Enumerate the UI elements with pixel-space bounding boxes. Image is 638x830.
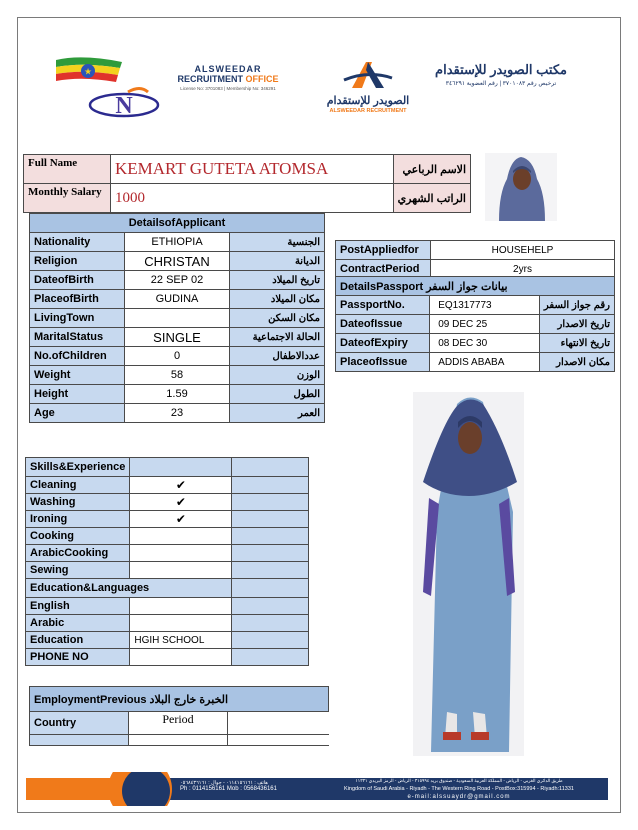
svg-text:★: ★ (83, 67, 93, 78)
applicant-field-ar: تاريخ الميلاد (230, 271, 325, 290)
edu-label: Arabic (26, 615, 130, 632)
passport-field-label: DateofIssue (336, 315, 430, 334)
applicant-field-value: 1.59 (125, 385, 230, 404)
passport-field-label: DateofExpiry (336, 334, 430, 353)
applicant-field-ar: الطول (230, 385, 325, 404)
contract-label: ContractPeriod (336, 260, 431, 279)
full-name-label: Full Name (24, 155, 111, 184)
passport-row (336, 315, 615, 334)
salary-value: 1000 (111, 184, 394, 213)
office-name-logo: ALSWEEDAR RECRUITMENT OFFICE License No: 3701083 | Membership No: 346291 (177, 64, 279, 91)
post-label: PostAppliedfor (336, 241, 431, 260)
applicant-field-ar: العمر (230, 404, 325, 423)
applicant-row (30, 252, 325, 271)
passport-field-value: EQ1317773 (430, 296, 540, 315)
applicant-small-photo (485, 153, 557, 221)
applicant-field-ar: عددالاطفال (230, 347, 325, 366)
skill-extra (232, 477, 309, 494)
applicant-field-value: 58 (125, 366, 230, 385)
skills-table (25, 457, 309, 666)
passport-row (336, 353, 615, 372)
edu-extra (232, 649, 309, 666)
edu-row (26, 615, 309, 632)
skill-row (26, 528, 309, 545)
skill-label: ArabicCooking (26, 545, 130, 562)
applicant-row (30, 328, 325, 347)
skill-check: ✔ (130, 477, 232, 494)
footer-phone: هاتف : ٠١١٤١٥٦١٦١ - جوال : ٠٥٦٨٤٣٦١٦١ Ph : 0114156161 Mob : 0568436161 (180, 780, 277, 792)
edu-row (26, 632, 309, 649)
passport-field-ar: مكان الاصدار (539, 353, 614, 372)
applicant-row (30, 347, 325, 366)
applicant-row (30, 309, 325, 328)
applicant-field-ar: مكان السكن (230, 309, 325, 328)
applicant-row (30, 366, 325, 385)
skill-check (130, 545, 232, 562)
skill-extra (232, 511, 309, 528)
edu-value: HGIH SCHOOL (130, 632, 232, 649)
salary-ar: الراتب الشهري (393, 184, 470, 213)
applicant-field-label: Religion (30, 252, 125, 271)
skill-check: ✔ (130, 494, 232, 511)
applicant-field-value: CHRISTAN (125, 252, 230, 271)
applicant-row (30, 233, 325, 252)
edu-label: English (26, 598, 130, 615)
applicant-row (30, 404, 325, 423)
skill-label: Sewing (26, 562, 130, 579)
passport-title: DetailsPassport بيانات جواز السفر (336, 277, 615, 296)
applicant-field-label: Height (30, 385, 125, 404)
edu-extra (232, 615, 309, 632)
applicant-field-ar: الحالة الاجتماعية (230, 328, 325, 347)
applicant-field-value: 0 (125, 347, 230, 366)
applicant-title: DetailsofApplicant (30, 214, 325, 233)
skill-label: Cooking (26, 528, 130, 545)
skill-label: Cleaning (26, 477, 130, 494)
edu-extra (232, 598, 309, 615)
passport-table (335, 276, 615, 372)
ethiopia-flag-logo (52, 56, 126, 88)
applicant-field-label: MaritalStatus (30, 328, 125, 347)
skill-row (26, 494, 309, 511)
skills-title: Skills&Experience (26, 458, 130, 477)
edu-value (130, 615, 232, 632)
applicant-field-ar: الوزن (230, 366, 325, 385)
applicant-field-label: DateofBirth (30, 271, 125, 290)
full-name-ar: الاسم الرباعي (393, 155, 470, 184)
applicant-field-value: 22 SEP 02 (125, 271, 230, 290)
applicant-field-value: GUDINA (125, 290, 230, 309)
applicant-field-ar: مكان الميلاد (230, 290, 325, 309)
edu-label: PHONE NO (26, 649, 130, 666)
applicant-field-label: Nationality (30, 233, 125, 252)
right-title-ar: مكتب الصويدر للإستقدام ترخيص رقم ٣٧٠١٠٨٣ | رقم العضوية ٣٤٦٢٩١ (435, 62, 567, 87)
contract-value: 2yrs (431, 260, 615, 279)
skill-row (26, 545, 309, 562)
passport-field-ar: تاريخ الانتهاء (539, 334, 614, 353)
edu-extra (232, 632, 309, 649)
svg-text:N: N (115, 93, 133, 119)
skill-label: Washing (26, 494, 130, 511)
applicant-row (30, 290, 325, 309)
skill-extra (232, 545, 309, 562)
passport-field-ar: تاريخ الاصدار (539, 315, 614, 334)
edu-label: Education (26, 632, 130, 649)
applicant-field-ar: الديانة (230, 252, 325, 271)
applicant-field-label: PlaceofBirth (30, 290, 125, 309)
applicant-field-label: No.ofChildren (30, 347, 125, 366)
passport-field-label: PlaceofIssue (336, 353, 430, 372)
applicant-field-label: Age (30, 404, 125, 423)
applicant-field-label: Weight (30, 366, 125, 385)
identity-table (23, 154, 471, 213)
skill-extra (232, 528, 309, 545)
footer-address: طريق الدائري الغربي - الرياض - المملكة العربية السعودية - صندوق بريد ٣١٥٩٩٤ - الرياض - الرمز البريدي ١١٣٣١ Kingdom of Saudi Arabia - Riyadh - The Western Ring Road - PostBox:315994 - Riyadh:11331 e-mail:alssuaydr@gmail.com (344, 778, 574, 800)
passport-field-value: 08 DEC 30 (430, 334, 540, 353)
skill-check (130, 562, 232, 579)
applicant-table (29, 213, 325, 423)
applicant-full-photo (413, 392, 524, 756)
passport-row (336, 296, 615, 315)
passport-row (336, 334, 615, 353)
country-label: Country (30, 712, 129, 735)
applicant-field-value: ETHIOPIA (125, 233, 230, 252)
skill-check: ✔ (130, 511, 232, 528)
applicant-row (30, 271, 325, 290)
applicant-field-value (125, 309, 230, 328)
skill-extra (232, 494, 309, 511)
applicant-field-value: 23 (125, 404, 230, 423)
n-circle-logo (88, 86, 160, 120)
skill-row (26, 511, 309, 528)
skill-row (26, 477, 309, 494)
edu-title: Education&Languages (26, 579, 232, 598)
passport-field-label: PassportNo. (336, 296, 430, 315)
alsweedar-a-logo: الصويدر للإستقدام ALSWEEDAR RECRUITMENT (322, 58, 414, 116)
applicant-field-ar: الجنسية (230, 233, 325, 252)
footer-band (26, 772, 608, 806)
employment-table (29, 686, 329, 746)
skill-row (26, 562, 309, 579)
applicant-field-label: LivingTown (30, 309, 125, 328)
post-table (335, 240, 615, 279)
passport-field-value: ADDIS ABABA (430, 353, 540, 372)
passport-field-ar: رقم جواز السفر (539, 296, 614, 315)
edu-value (130, 649, 232, 666)
edu-value (130, 598, 232, 615)
skill-extra (232, 562, 309, 579)
applicant-field-value: SINGLE (125, 328, 230, 347)
edu-row (26, 649, 309, 666)
passport-field-value: 09 DEC 25 (430, 315, 540, 334)
employment-title: EmploymentPrevious الخبرة خارج البلاد (30, 687, 329, 712)
period-label: Period (129, 712, 228, 735)
edu-row (26, 598, 309, 615)
salary-label: Monthly Salary (24, 184, 111, 213)
skill-label: Ironing (26, 511, 130, 528)
full-name-value: KEMART GUTETA ATOMSA (111, 155, 394, 184)
applicant-row (30, 385, 325, 404)
post-value: HOUSEHELP (431, 241, 615, 260)
skill-check (130, 528, 232, 545)
